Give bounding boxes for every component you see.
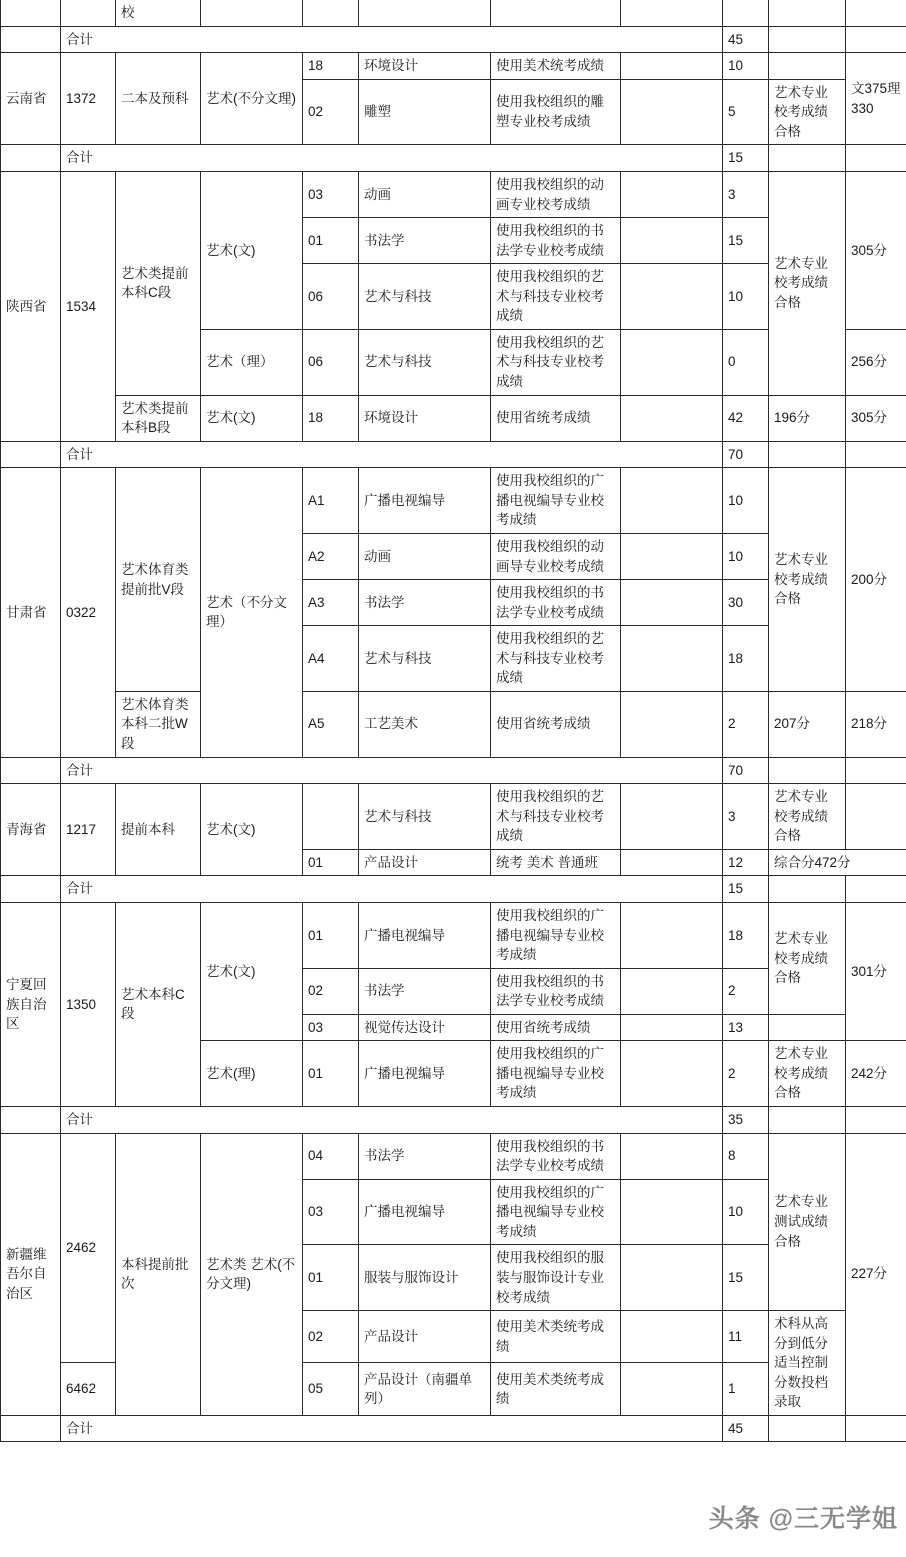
cell-category: 艺术类 艺术(不分文理) [201,1133,303,1415]
cell-blank [621,395,723,441]
cell-score [846,145,906,172]
cell-major-code [303,0,359,26]
cell-note: 艺术专业测试成绩合格 [769,1133,846,1311]
cell-blank [621,902,723,968]
table-row-total [1,145,906,172]
cell-province [1,145,61,172]
cell-score: 242分 [846,1041,906,1107]
cell-major-code: A4 [303,626,359,692]
cell-batch: 二本及预科 [116,53,201,145]
cell-note: 196分 [769,395,846,441]
cell-score [846,876,906,903]
province-code: 2462 [61,1133,116,1363]
cell-major-name: 环境设计 [359,53,491,80]
cell-score [846,1107,906,1134]
table-row-total [1,1107,906,1134]
cell-province [1,0,61,26]
province-code: 1217 [61,784,116,876]
cell-major-name: 产品设计 [359,1311,491,1363]
cell-desc: 使用我校组织的书法学专业校考成绩 [491,580,621,626]
cell-count: 18 [723,902,769,968]
cell-desc: 使用我校组织的艺术与科技专业校考成绩 [491,626,621,692]
cell-major-name: 服装与服饰设计 [359,1245,491,1311]
cell-major-name [359,0,491,26]
cell-major-code: A2 [303,533,359,579]
cell-score: 301分 [846,902,906,1040]
cell-blank [621,329,723,395]
cell-note: 艺术专业校考成绩合格 [769,468,846,692]
cell-major-name: 广播电视编导 [359,902,491,968]
cell-count: 10 [723,468,769,534]
cell-note: 艺术专业校考成绩合格 [769,171,846,395]
table-row-partial-top [1,0,906,26]
cell-province [1,876,61,903]
cell-note: 术科从高分到低分适当控制分数投档录取 [769,1311,846,1416]
cell-desc: 使用省统考成绩 [491,395,621,441]
cell-batch: 艺术类提前本科B段 [116,395,201,441]
cell-desc: 使用我校组织的广播电视编导专业校考成绩 [491,902,621,968]
cell-count: 10 [723,264,769,330]
cell-score: 200分 [846,468,906,692]
cell-desc: 使用我校组织的动画专业校考成绩 [491,171,621,217]
cell-batch: 艺术体育类本科二批W段 [116,691,201,757]
cell-desc: 使用我校组织的艺术与科技专业校考成绩 [491,784,621,850]
cell-major-code: 18 [303,53,359,80]
cell-category: 艺术(理) [201,1041,303,1107]
cell-note [769,1107,846,1134]
cell-blank [621,1014,723,1041]
cell-blank [621,0,723,26]
cell-batch: 校 [116,0,201,26]
total-count: 70 [723,757,769,784]
watermark: 头条 @三无学姐 [708,1505,898,1533]
cell-major-name: 艺术与科技 [359,329,491,395]
cell-major-name: 视觉传达设计 [359,1014,491,1041]
cell-major-code: 03 [303,171,359,217]
cell-note-merged: 综合分472分 [769,849,906,876]
cell-note [769,53,846,80]
cell-desc: 使用我校组织的书法学专业校考成绩 [491,1133,621,1179]
cell-note [769,1415,846,1442]
cell-province [1,26,61,53]
cell-note [769,757,846,784]
cell-desc: 统考 美术 普通班 [491,849,621,876]
province-name-shaanxi: 陕西省 [1,171,61,441]
cell-count: 15 [723,1245,769,1311]
cell-major-code: 06 [303,264,359,330]
cell-major-name: 艺术与科技 [359,264,491,330]
province-name-yunnan: 云南省 [1,53,61,145]
cell-major-name: 艺术与科技 [359,626,491,692]
cell-desc: 使用我校组织的广播电视编导专业校考成绩 [491,468,621,534]
cell-blank [621,533,723,579]
cell-score: 305分 [846,395,906,441]
cell-major-name: 工艺美术 [359,691,491,757]
cell-desc: 使用美术类统考成绩 [491,1363,621,1415]
cell-count: 3 [723,171,769,217]
cell-score [846,26,906,53]
cell-desc: 使用我校组织的广播电视编导专业校考成绩 [491,1041,621,1107]
cell-major-code: 02 [303,79,359,145]
cell-blank [621,1311,723,1363]
cell-major-name: 书法学 [359,580,491,626]
province-code-secondary: 6462 [61,1363,116,1415]
cell-major-code: 05 [303,1363,359,1415]
cell-desc: 使用美术类统考成绩 [491,1311,621,1363]
cell-category: 艺术(文) [201,902,303,1040]
cell-count: 10 [723,53,769,80]
cell-count: 0 [723,329,769,395]
province-name-qinghai: 青海省 [1,784,61,876]
cell-desc: 使用我校组织的书法学专业校考成绩 [491,218,621,264]
cell-major-code: A1 [303,468,359,534]
cell-major-code: 01 [303,218,359,264]
cell-desc: 使用美术统考成绩 [491,53,621,80]
cell-note: 艺术专业校考成绩合格 [769,784,846,850]
cell-major-code: 18 [303,395,359,441]
table-row [1,691,906,757]
cell-count: 5 [723,79,769,145]
cell-batch: 提前本科 [116,784,201,876]
cell-major-name: 书法学 [359,968,491,1014]
cell-score [846,757,906,784]
cell-major-name: 动画 [359,533,491,579]
cell-province [1,757,61,784]
cell-note: 艺术专业校考成绩合格 [769,1041,846,1107]
cell-major-code: 04 [303,1133,359,1179]
cell-batch: 艺术类提前本科C段 [116,171,201,395]
cell-score [846,441,906,468]
cell-major-name: 广播电视编导 [359,468,491,534]
cell-blank [621,1363,723,1415]
cell-note [769,26,846,53]
cell-count: 10 [723,533,769,579]
total-label: 合计 [61,757,723,784]
cell-category: 艺术（不分文理） [201,468,303,757]
cell-blank [621,849,723,876]
cell-desc: 使用我校组织的雕塑专业校考成绩 [491,79,621,145]
cell-count [723,0,769,26]
cell-blank [621,580,723,626]
table-row-total [1,1415,906,1442]
cell-major-name: 艺术与科技 [359,784,491,850]
cell-count: 12 [723,849,769,876]
cell-category: 艺术(不分文理) [201,53,303,145]
cell-major-code: 01 [303,849,359,876]
table-row [1,171,906,217]
cell-count: 2 [723,968,769,1014]
cell-count: 15 [723,218,769,264]
total-label: 合计 [61,1107,723,1134]
cell-batch: 艺术体育类提前批V段 [116,468,201,692]
cell-blank [621,264,723,330]
cell-blank [621,1041,723,1107]
total-count: 45 [723,26,769,53]
cell-desc: 使用省统考成绩 [491,691,621,757]
cell-major-code: A5 [303,691,359,757]
table-row [1,1133,906,1179]
total-label: 合计 [61,1415,723,1442]
cell-desc [491,0,621,26]
cell-major-code: 02 [303,968,359,1014]
cell-count: 2 [723,1041,769,1107]
cell-note: 207分 [769,691,846,757]
cell-count: 13 [723,1014,769,1041]
total-count: 35 [723,1107,769,1134]
province-code: 1350 [61,902,116,1106]
total-count: 45 [723,1415,769,1442]
cell-desc: 使用省统考成绩 [491,1014,621,1041]
cell-blank [621,691,723,757]
cell-blank [621,1133,723,1179]
cell-note [769,0,846,26]
cell-category: 艺术(文) [201,395,303,441]
cell-desc: 使用我校组织的广播电视编导专业校考成绩 [491,1179,621,1245]
cell-blank [621,968,723,1014]
cell-major-name: 书法学 [359,1133,491,1179]
cell-note: 艺术专业校考成绩合格 [769,902,846,1014]
cell-major-code: 01 [303,902,359,968]
cell-note [769,1014,846,1041]
cell-blank [621,1179,723,1245]
cell-score [846,0,906,26]
cell-major-code: 03 [303,1014,359,1041]
cell-blank [621,468,723,534]
cell-major-name: 产品设计（南疆单列） [359,1363,491,1415]
cell-blank [621,626,723,692]
cell-batch: 本科提前批次 [116,1133,201,1415]
cell-count: 2 [723,691,769,757]
cell-category: 艺术(文) [201,171,303,329]
total-count: 15 [723,145,769,172]
cell-major-name: 广播电视编导 [359,1179,491,1245]
cell-count: 3 [723,784,769,850]
cell-blank [621,53,723,80]
cell-note: 艺术专业校考成绩合格 [769,79,846,145]
table-row-total [1,26,906,53]
cell-score [846,1415,906,1442]
cell-major-name: 书法学 [359,218,491,264]
cell-major-code: A3 [303,580,359,626]
cell-score: 305分 [846,171,906,329]
total-label: 合计 [61,441,723,468]
cell-province [1,1107,61,1134]
cell-desc: 使用我校组织的艺术与科技专业校考成绩 [491,329,621,395]
cell-code [61,0,116,26]
cell-blank [621,1245,723,1311]
cell-blank [621,79,723,145]
cell-blank [621,171,723,217]
cell-province [1,1415,61,1442]
table-row-total [1,441,906,468]
cell-major-code: 01 [303,1245,359,1311]
total-count: 70 [723,441,769,468]
province-code: 0322 [61,468,116,757]
cell-major-name: 动画 [359,171,491,217]
cell-category [201,0,303,26]
cell-major-code: 01 [303,1041,359,1107]
cell-score: 文375理330 [846,53,906,145]
cell-desc: 使用我校组织的书法学专业校考成绩 [491,968,621,1014]
cell-desc: 使用我校组织的动画导专业校考成绩 [491,533,621,579]
cell-note [769,441,846,468]
table-row [1,468,906,534]
cell-score: 256分 [846,329,906,395]
total-label: 合计 [61,145,723,172]
cell-major-name: 广播电视编导 [359,1041,491,1107]
cell-count: 8 [723,1133,769,1179]
province-name-ningxia: 宁夏回族自治区 [1,902,61,1106]
cell-desc: 使用我校组织的服装与服饰设计专业校考成绩 [491,1245,621,1311]
cell-province [1,441,61,468]
cell-note [769,145,846,172]
cell-major-name: 产品设计 [359,849,491,876]
cell-score [846,784,906,850]
cell-count: 42 [723,395,769,441]
cell-major-code: 02 [303,1311,359,1363]
cell-major-code [303,784,359,850]
province-name-gansu: 甘肃省 [1,468,61,757]
cell-count: 18 [723,626,769,692]
cell-major-name: 雕塑 [359,79,491,145]
cell-count: 11 [723,1311,769,1363]
cell-score: 218分 [846,691,906,757]
cell-count: 1 [723,1363,769,1415]
cell-count: 10 [723,1179,769,1245]
province-code: 1534 [61,171,116,441]
table-row [1,53,906,80]
total-count: 15 [723,876,769,903]
cell-category: 艺术（理） [201,329,303,395]
cell-note [769,876,846,903]
table-row-total [1,876,906,903]
cell-major-code: 06 [303,329,359,395]
cell-blank [621,784,723,850]
cell-count: 30 [723,580,769,626]
cell-blank [621,218,723,264]
table-row [1,395,906,441]
cell-category: 艺术(文) [201,784,303,876]
cell-score: 227分 [846,1133,906,1415]
total-label: 合计 [61,876,723,903]
table-row [1,784,906,850]
table-row-total [1,757,906,784]
cell-batch: 艺术本科C段 [116,902,201,1106]
province-name-xinjiang: 新疆维吾尔自治区 [1,1133,61,1415]
cell-major-code: 03 [303,1179,359,1245]
table-row [1,902,906,968]
cell-major-name: 环境设计 [359,395,491,441]
total-label: 合计 [61,26,723,53]
cell-desc: 使用我校组织的艺术与科技专业校考成绩 [491,264,621,330]
province-code: 1372 [61,53,116,145]
